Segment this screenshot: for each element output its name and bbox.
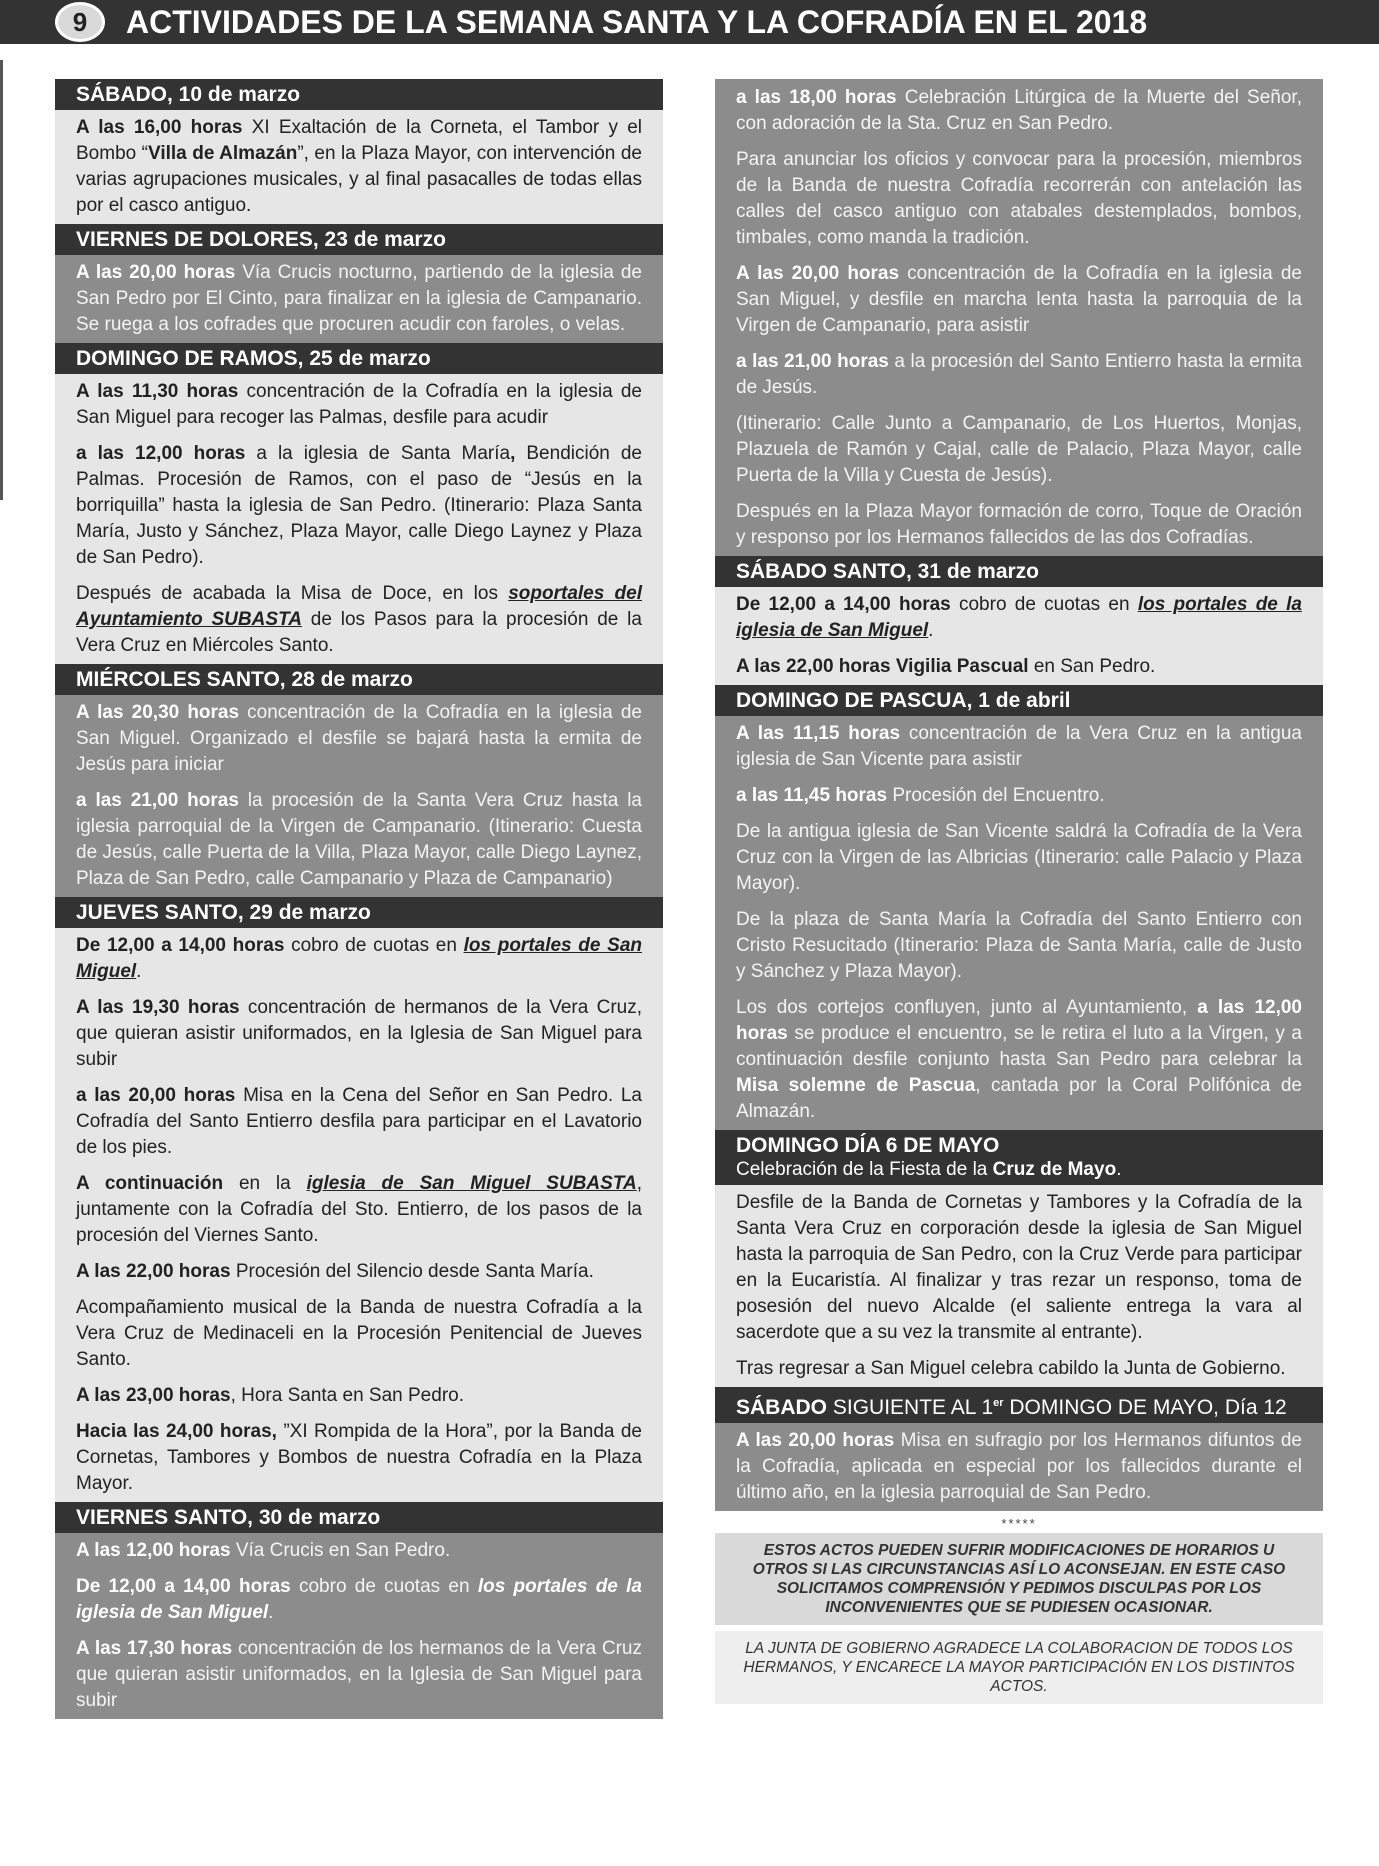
section-heading: DOMINGO DÍA 6 DE MAYO Celebración de la Fiesta de la Cruz de Mayo.: [715, 1130, 1323, 1185]
section-subheading: Celebración de la Fiesta de la Cruz de Mayo.: [736, 1159, 1122, 1180]
notice-modifications: ESTOS ACTOS PUEDEN SUFRIR MODIFICACIONES DE HORARIOS U OTROS SI LAS CIRCUNSTANCIAS ASÍ LO ACONSEJAN. EN ESTE CASO SOLICITAMOS COMPRENSIÓN Y PEDIMOS DISCULPAS POR LOS INCONVENIENTES QUE SE PUDIESEN OCASIONAR.: [715, 1533, 1323, 1625]
section-body: [55, 255, 663, 343]
paragraph: A las 12,00 horas Vía Crucis en San Pedro.: [76, 1540, 451, 1561]
paragraph: De 12,00 a 14,00 horas cobro de cuotas en los portales de la iglesia de San Miguel.: [736, 594, 1302, 641]
paragraph: A las 22,00 horas Procesión del Silencio desde Santa María.: [76, 1261, 594, 1282]
section-body: [715, 716, 1323, 1130]
section-heading: SÁBADO SANTO, 31 de marzo: [715, 556, 1323, 587]
section-body: [55, 928, 663, 1502]
page-header: [0, 0, 1379, 44]
section-heading: SÁBADO, 10 de marzo: [55, 79, 663, 110]
section-body: [55, 374, 663, 664]
paragraph: Después de acabada la Misa de Doce, en los soportales del Ayuntamiento SUBASTA de los Pasos para la procesión de la Vera Cruz en Miércoles Santo.: [76, 583, 642, 656]
section-body: [715, 1423, 1323, 1511]
paragraph: (Itinerario: Calle Junto a Campanario, de Los Huertos, Monjas, Plazuela de Ramón y Cajal, calle de Palacio, Plaza Mayor, calle Puerta de la Villa y Cuesta de Jesús).: [736, 413, 1302, 486]
section-body: [55, 695, 663, 897]
section-heading: JUEVES SANTO, 29 de marzo: [55, 897, 663, 928]
paragraph: A las 23,00 horas, Hora Santa en San Pedro.: [76, 1385, 464, 1406]
page-edge-mark: [0, 60, 3, 500]
paragraph: Hacia las 24,00 horas, ”XI Rompida de la Hora”, por la Banda de Cornetas, Tambores y Bombos de nuestra Cofradía en la Plaza Mayor.: [76, 1421, 642, 1494]
paragraph: a las 21,00 horas la procesión de la Santa Vera Cruz hasta la iglesia parroquial de la Virgen de Campanario. (Itinerario: Cuesta de Jesús, calle Puerta de la Villa, Plaza Mayor, calle Diego Laynez, Plaza de San Pedro, calle Campanario y Plaza de Campanario): [76, 790, 642, 889]
paragraph: a las 21,00 horas a la procesión del Santo Entierro hasta la ermita de Jesús.: [736, 351, 1302, 398]
section-heading: VIERNES SANTO, 30 de marzo: [55, 1502, 663, 1533]
section-body: [715, 79, 1323, 556]
paragraph: De la antigua iglesia de San Vicente saldrá la Cofradía de la Vera Cruz con la Virgen de las Albricias (Itinerario: calle Palacio y Plaza Mayor).: [736, 821, 1302, 894]
section-body: [715, 587, 1323, 685]
right-column: [715, 79, 1323, 1704]
paragraph: a las 20,00 horas Misa en la Cena del Señor en San Pedro. La Cofradía del Santo Entierro desfila para participar en el Lavatorio de los pies.: [76, 1085, 643, 1158]
section-body: [715, 1185, 1323, 1387]
paragraph: Para anunciar los oficios y convocar para la procesión, miembros de la Banda de nuestra Cofradía recorrerán con antelación las calles del casco antiguo con atabales destemplados, bombos, timbales, como manda la tradición.: [736, 149, 1302, 248]
paragraph: A las 19,30 horas concentración de hermanos de la Vera Cruz, que quieran asistir uniformados, en la Iglesia de San Miguel para subir: [76, 997, 642, 1070]
paragraph: A continuación en la iglesia de San Miguel SUBASTA, juntamente con la Cofradía del Sto. Entierro, de los pasos de la procesión del Viernes Santo.: [76, 1173, 642, 1246]
paragraph: De la plaza de Santa María la Cofradía del Santo Entierro con Cristo Resucitado (Itinerario: Plaza de Santa María, calle de Justo y Sánchez y Plaza Mayor).: [736, 909, 1302, 982]
section-heading: SÁBADO SIGUIENTE AL 1er DOMINGO DE MAYO, Día 12: [715, 1387, 1323, 1423]
paragraph: A las 20,00 horas Vía Crucis nocturno, partiendo de la iglesia de San Pedro por El Cinto, para finalizar en la iglesia de Campanario. Se ruega a los cofrades que procuren acudir con faroles, o velas.: [76, 262, 642, 335]
paragraph: Acompañamiento musical de la Banda de nuestra Cofradía a la Vera Cruz de Medinaceli en la Procesión Penitencial de Jueves Santo.: [76, 1297, 642, 1370]
paragraph: Desfile de la Banda de Cornetas y Tambores y la Cofradía de la Santa Vera Cruz en corporación desde la iglesia de San Miguel hasta la parroquia de San Pedro, con la Cruz Verde para participar en la Eucaristía. Al finalizar y tras rezar un responso, toma de posesión del nuevo Alcalde (el saliente entrega la vara al sacerdote que a su vez la transmite al entrante).: [736, 1192, 1302, 1343]
section-heading: VIERNES DE DOLORES, 23 de marzo: [55, 224, 663, 255]
section-body: [55, 1533, 663, 1719]
page-title: ACTIVIDADES DE LA SEMANA SANTA Y LA COFRADÍA EN EL 2018: [126, 4, 1148, 40]
section-heading: DOMINGO DE RAMOS, 25 de marzo: [55, 343, 663, 374]
paragraph: De 12,00 a 14,00 horas cobro de cuotas en los portales de la iglesia de San Miguel.: [76, 1576, 642, 1623]
paragraph: A las 20,00 horas concentración de la Cofradía en la iglesia de San Miguel, y desfile en marcha lenta hasta la parroquia de la Virgen de Campanario, para asistir: [736, 263, 1302, 336]
left-column: [55, 79, 663, 1719]
paragraph: a las 18,00 horas Celebración Litúrgica de la Muerte del Señor, con adoración de la Sta. Cruz en San Pedro.: [736, 87, 1302, 134]
paragraph: A las 17,30 horas concentración de los hermanos de la Vera Cruz que quieran asistir uniformados, en la Iglesia de San Miguel para subir: [76, 1638, 642, 1711]
paragraph: A las 11,15 horas concentración de la Vera Cruz en la antigua iglesia de San Vicente para asistir: [736, 723, 1302, 770]
paragraph: De 12,00 a 14,00 horas cobro de cuotas en los portales de San Miguel.: [76, 935, 642, 982]
paragraph: A las 20,00 horas Misa en sufragio por los Hermanos difuntos de la Cofradía, aplicada en especial por los fallecidos durante el último año, en la iglesia parroquial de San Pedro.: [736, 1430, 1302, 1503]
paragraph: Los dos cortejos confluyen, junto al Ayuntamiento, a las 12,00 horas se produce el encuentro, se le retira el luto a la Virgen, y a continuación desfile conjunto hasta San Pedro para celebrar la Misa solemne de Pascua, cantada por la Coral Polifónica de Almazán.: [736, 997, 1302, 1122]
section-heading: MIÉRCOLES SANTO, 28 de marzo: [55, 664, 663, 695]
paragraph: a las 12,00 horas a la iglesia de Santa María, Bendición de Palmas. Procesión de Ramos, con el paso de “Jesús en la borriquilla” hasta la iglesia de San Pedro. (Itinerario: Plaza Santa María, Justo y Sánchez, Plaza Mayor, calle Diego Laynez y Plaza de San Pedro).: [76, 443, 642, 568]
paragraph: A las 20,30 horas concentración de la Cofradía en la iglesia de San Miguel. Organizado el desfile se bajará hasta la ermita de Jesús para iniciar: [76, 702, 642, 775]
section-heading: DOMINGO DE PASCUA, 1 de abril: [715, 685, 1323, 716]
paragraph: a las 11,45 horas Procesión del Encuentro.: [736, 785, 1105, 806]
paragraph: A las 22,00 horas Vigilia Pascual en San Pedro.: [736, 656, 1156, 677]
paragraph: A las 16,00 horas XI Exaltación de la Corneta, el Tambor y el Bombo “Villa de Almazán”, en la Plaza Mayor, con intervención de varias agrupaciones musicales, y al final pasacalles de todas ellas por el casco antiguo.: [76, 117, 642, 216]
page-number-badge: 9: [55, 2, 105, 42]
paragraph: Tras regresar a San Miguel celebra cabildo la Junta de Gobierno.: [736, 1358, 1286, 1379]
paragraph: Después en la Plaza Mayor formación de corro, Toque de Oración y responso por los Hermanos fallecidos de las dos Cofradías.: [736, 501, 1302, 548]
paragraph: A las 11,30 horas concentración de la Cofradía en la iglesia de San Miguel para recoger las Palmas, desfile para acudir: [76, 381, 642, 428]
notice-thanks: LA JUNTA DE GOBIERNO AGRADECE LA COLABORACION DE TODOS LOS HERMANOS, Y ENCARECE LA MAYOR PARTICIPACIÓN EN LOS DISTINTOS ACTOS.: [715, 1631, 1323, 1704]
section-body: [55, 110, 663, 224]
separator-stars: *****: [1001, 1516, 1037, 1531]
